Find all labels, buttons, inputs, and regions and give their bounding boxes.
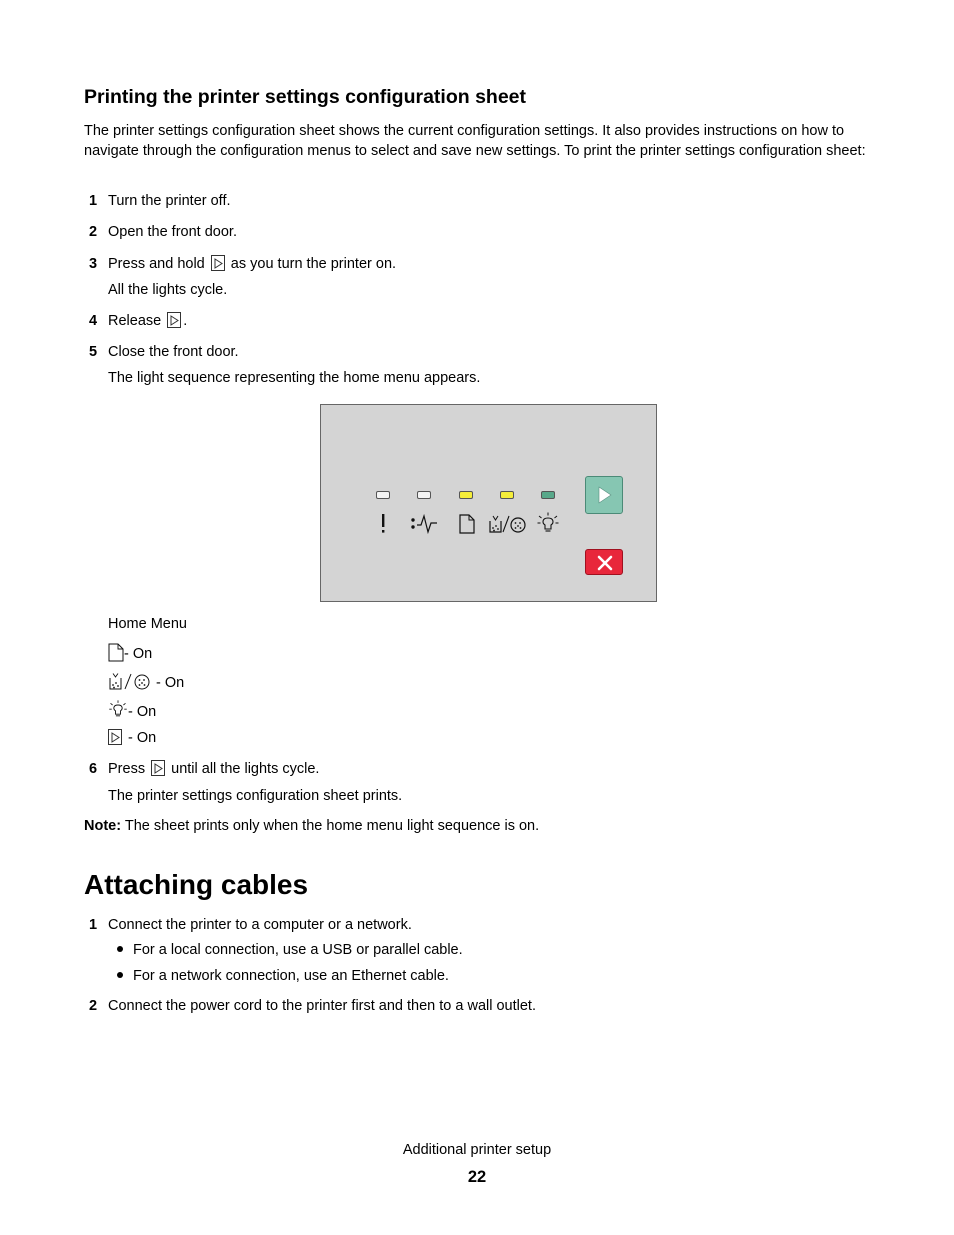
step-number: 5 <box>89 344 98 360</box>
legend-item <box>108 729 156 749</box>
legend-state: - On <box>128 730 157 746</box>
step-text <box>108 760 319 780</box>
bullet-icon <box>117 972 123 978</box>
go-button <box>585 476 623 514</box>
step-text-before: Release <box>108 313 162 329</box>
legend-item <box>108 672 184 694</box>
stop-button <box>585 549 623 575</box>
legend-state: - On <box>124 646 153 662</box>
ready-light-icon <box>537 512 559 536</box>
intro-paragraph: The printer settings configuration sheet shows the current configuration settings. It also provides instructions on how to navigate through the configuration menus to select and save new settings. To print the printer settings configuration sheet: <box>84 123 866 159</box>
step-text-after: until all the lights cycle. <box>171 761 320 777</box>
ready-light <box>541 491 555 499</box>
step-subtext: The printer settings configuration sheet prints. <box>108 788 403 804</box>
legend-item <box>108 643 152 665</box>
step-text <box>108 312 187 332</box>
step-text-after: . <box>183 313 188 329</box>
go-button-icon <box>108 729 122 745</box>
step-text <box>108 255 396 275</box>
step-subtext: All the lights cycle. <box>108 282 228 298</box>
step-number: 3 <box>89 256 98 272</box>
load-paper-light <box>459 491 473 499</box>
toner-drum-icon <box>108 672 156 691</box>
step-number: 6 <box>89 761 98 777</box>
section-heading: Printing the printer settings configuration sheet <box>84 86 527 108</box>
step-text: Connect the power cord to the printer first and then to a wall outlet. <box>108 998 536 1014</box>
exclamation-icon <box>376 513 390 535</box>
bullet-icon <box>117 946 123 952</box>
paper-jam-light <box>417 491 431 499</box>
step-number: 2 <box>89 998 98 1014</box>
close-icon <box>597 555 613 571</box>
bullet-text: For a local connection, use a USB or parallel cable. <box>133 942 463 958</box>
note <box>84 817 539 837</box>
bullet-text: For a network connection, use an Ethernet cable. <box>133 968 449 984</box>
step-text-after: as you turn the printer on. <box>230 256 397 272</box>
step-number: 1 <box>89 917 98 933</box>
note-label: Note: <box>84 818 122 834</box>
ready-light-icon <box>108 700 128 720</box>
control-panel-illustration <box>320 404 657 602</box>
step-text: Open the front door. <box>108 224 237 240</box>
legend-title: Home Menu <box>108 616 187 632</box>
step-number: 2 <box>89 224 98 240</box>
paper-icon <box>108 643 124 662</box>
toner-drum-light <box>500 491 514 499</box>
step-number: 4 <box>89 313 98 329</box>
toner-drum-icon <box>488 513 528 535</box>
step-text: Turn the printer off. <box>108 193 231 209</box>
legend-state: - On <box>156 675 185 691</box>
step-text-before: Press <box>108 761 146 777</box>
footer-section-name: Additional printer setup <box>402 1142 552 1158</box>
step-subtext: The light sequence representing the home menu appears. <box>108 370 481 386</box>
step-text: Close the front door. <box>108 344 239 360</box>
page-number: 22 <box>467 1168 487 1186</box>
play-icon <box>597 486 613 504</box>
step-text-before: Press and hold <box>108 256 205 272</box>
step-number: 1 <box>89 193 98 209</box>
go-button-icon <box>211 255 225 271</box>
step-text: Connect the printer to a computer or a network. <box>108 917 412 933</box>
go-button-icon <box>151 760 165 776</box>
paper-jam-icon <box>409 513 439 535</box>
error-light <box>376 491 390 499</box>
note-text: The sheet prints only when the home menu light sequence is on. <box>124 818 540 834</box>
go-button-icon <box>167 312 181 328</box>
legend-item <box>108 700 156 723</box>
legend-state: - On <box>128 704 157 720</box>
chapter-heading: Attaching cables <box>84 869 309 900</box>
paper-icon <box>458 513 476 535</box>
